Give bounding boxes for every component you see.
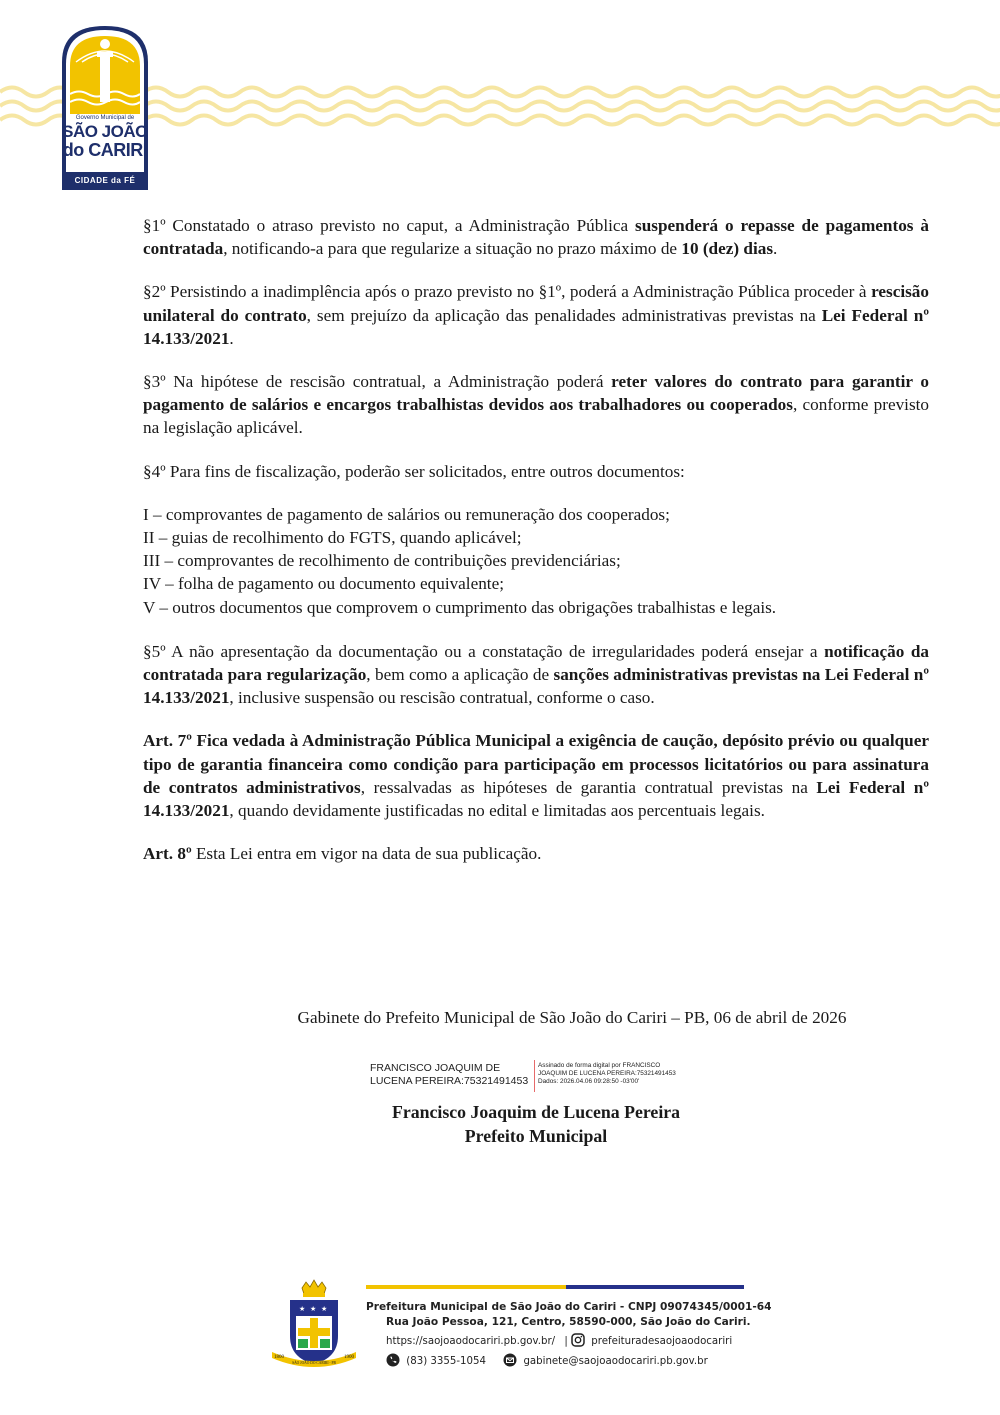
footer-contact-row bbox=[386, 1353, 708, 1367]
document-list bbox=[143, 503, 929, 619]
phone-icon bbox=[386, 1353, 400, 1367]
footer-email[interactable]: gabinete@saojoaodocariri.pb.gov.br bbox=[523, 1356, 708, 1367]
article-8: Art. 8º Esta Lei entra em vigor na data de sua publicação. bbox=[143, 844, 542, 864]
svg-text:★: ★ bbox=[310, 1305, 317, 1313]
instagram-icon bbox=[571, 1333, 585, 1347]
signer-block bbox=[286, 1100, 786, 1148]
logo-title-line2: do CARIRI bbox=[62, 140, 148, 160]
list-item: I – comprovantes de pagamento de salários ou remuneração dos cooperados; bbox=[143, 504, 670, 524]
paragraph-1: §1º Constatado o atraso previsto no caput, a Administração Pública suspenderá o repasse de pagamentos à contratada, notificando-a para que regularize a situação no prazo máximo de 10 (dez) dias. bbox=[143, 216, 929, 259]
footer-instagram[interactable]: prefeituradesaojoaodocariri bbox=[591, 1336, 733, 1347]
municipal-logo bbox=[56, 22, 154, 192]
paragraph-3: §3º Na hipótese de rescisão contratual, a Administração poderá reter valores do contrato para garantir o pagamento de salários e encargos trabalhistas devidos aos trabalhadores ou cooperados, conforme previsto na legislação aplicável. bbox=[143, 372, 930, 438]
logo-small-text: Governo Municipal de bbox=[75, 115, 135, 121]
emblem-motto: SÃO JOÃO DO CARIRI - PB bbox=[292, 1361, 336, 1365]
signer-role: Prefeito Municipal bbox=[464, 1126, 608, 1146]
emblem-year-right: 1900 bbox=[344, 1355, 354, 1360]
closing-place-date: Gabinete do Prefeito Municipal de São João do Cariri – PB, 06 de abril de 2026 bbox=[297, 1008, 847, 1027]
footer-cnpj: Prefeitura Municipal de São João do Cariri - CNPJ 09074345/0001-64 bbox=[366, 1301, 772, 1313]
paragraph-2: §2º Persistindo a inadimplência após o prazo previsto no §1º, poderá a Administração Pública proceder à rescisão unilateral do contrato, sem prejuízo da aplicação das penalidades administrativas previstas na Lei Federal nº 14.133/2021. bbox=[143, 282, 929, 348]
logo-tagline: CIDADE da FÉ bbox=[74, 176, 136, 185]
signer-name: Francisco Joaquim de Lucena Pereira bbox=[391, 1102, 681, 1122]
signature-divider bbox=[534, 1060, 535, 1092]
footer-address: Rua João Pessoa, 121, Centro, 58590-000, São João do Cariri. bbox=[386, 1316, 751, 1328]
footer-web-row: https://saojoaodocariri.pb.gov.br/ | prefeituradesaojoaodocariri bbox=[386, 1333, 732, 1347]
list-item: II – guias de recolhimento do FGTS, quando aplicável; bbox=[143, 528, 522, 548]
footer-website[interactable]: https://saojoaodocariri.pb.gov.br/ bbox=[386, 1336, 556, 1347]
document-body bbox=[143, 214, 929, 885]
signature-name: FRANCISCO JOAQUIM DE LUCENA PEREIRA:75321491453 bbox=[370, 1062, 529, 1087]
list-item: IV – folha de pagamento ou documento equivalente; bbox=[143, 574, 504, 594]
emblem-year-left: 1800 bbox=[274, 1355, 284, 1360]
footer-phone[interactable]: (83) 3355-1054 bbox=[406, 1356, 486, 1367]
list-item: III – comprovantes de recolhimento de contribuições previdenciárias; bbox=[143, 551, 621, 571]
email-icon bbox=[503, 1353, 517, 1367]
municipal-coat-of-arms bbox=[266, 1278, 362, 1374]
article-7: Art. 7º Fica vedada à Administração Pública Municipal a exigência de caução, depósito prévio ou qualquer tipo de garantia financeira como condição para participação em processos licitatórios ou para assinatura de contratos administrativos, ressalvadas as hipóteses de garantia contratual previstas na Lei Federal nº 14.133/2021, quando devidamente justificadas no edital e limitadas aos percentuais legais. bbox=[143, 731, 930, 821]
svg-text:★: ★ bbox=[321, 1305, 328, 1313]
paragraph-5: §5º A não apresentação da documentação ou a constatação de irregularidades poderá ensejar a notificação da contratada para regularização, bem como a aplicação de sanções administrativas previstas na Lei Federal nº 14.133/2021, inclusive suspensão ou rescisão contratual, conforme o caso. bbox=[143, 641, 930, 708]
signature-details: Assinado de forma digital por FRANCISCO JOAQUIM DE LUCENA PEREIRA:75321491453 Dados: 2026.04.06 09:28:50 -03'00' bbox=[538, 1062, 676, 1085]
list-item: V – outros documentos que comprovem o cumprimento das obrigações trabalhistas e legais. bbox=[143, 597, 777, 617]
digital-signature bbox=[370, 1060, 710, 1094]
paragraph-4: §4º Para fins de fiscalização, poderão ser solicitados, entre outros documentos: bbox=[143, 461, 685, 481]
footer-color-bar bbox=[366, 1285, 744, 1289]
logo-title-line1: SÃO JOÃO bbox=[62, 122, 148, 141]
svg-text:★: ★ bbox=[299, 1305, 306, 1313]
